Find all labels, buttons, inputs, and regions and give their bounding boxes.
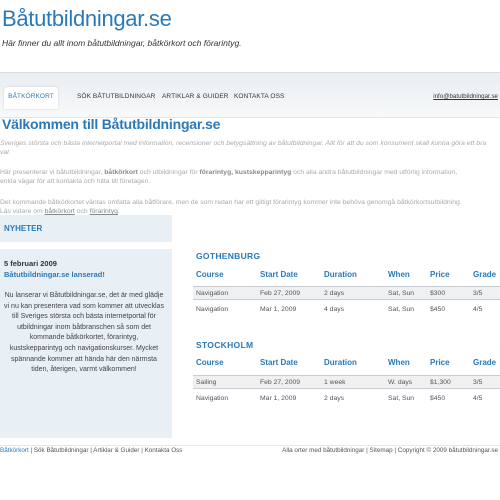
column-header-duration: Duration [324, 270, 357, 279]
cell-duration: 2 days [324, 395, 345, 402]
column-header-grade: Grade [473, 358, 497, 367]
cell-start-date: Feb 27, 2009 [260, 379, 301, 386]
news-panel [0, 215, 172, 438]
city-heading-gothenburg: GOTHENBURG [196, 251, 261, 261]
column-header-price: Price [430, 270, 450, 279]
cell-when: Sat, Sun [388, 395, 415, 402]
site-tagline: Här finner du allt inom båtutbildningar, båtkörkort och förarintyg. [2, 38, 242, 48]
copyright-text: Copyright © 2009 båtutbildningar.se [397, 447, 498, 454]
nav-item-kontakta-oss[interactable]: KONTAKTA OSS [234, 93, 285, 100]
column-header-start-date: Start Date [260, 358, 298, 367]
table-row[interactable] [193, 286, 500, 300]
paragraph-line: Det kommande båtkörkortet väntas omfatta alla båtförare, men de som redan har ett giltigt förarintyg kommer inte behöva genomgå båtkörkortsutbildning. [0, 199, 462, 206]
cell-grade: 3/5 [473, 290, 483, 297]
site-logo[interactable]: Båtutbildningar.se [2, 6, 172, 31]
cell-when: Sat, Sun [388, 290, 415, 297]
footer-separator: | [139, 447, 145, 454]
cell-when: Sat, Sun [388, 306, 415, 313]
cell-price: $450 [430, 395, 446, 402]
table-row[interactable] [193, 375, 500, 389]
cell-course: Navigation [196, 290, 229, 297]
column-header-course: Course [196, 358, 224, 367]
table-header-stockholm [196, 358, 500, 372]
paragraph-text: Läs vidare om [0, 208, 45, 215]
cell-course: Navigation [196, 306, 229, 313]
paragraph-text: och utbildningar för [137, 169, 200, 176]
paragraph-text: . [117, 208, 120, 215]
cell-grade: 4/5 [473, 395, 483, 402]
news-date: 5 februari 2009 [4, 259, 57, 268]
footer-link-alla-orter[interactable]: Alla orter med båtutbildningar [282, 447, 365, 454]
table-row[interactable] [193, 303, 500, 317]
column-header-course: Course [196, 270, 224, 279]
nav-item-sok-batutbildningar[interactable]: SÖK BÅTUTBILDNINGAR [77, 93, 156, 100]
link-forarintyg[interactable]: förarintyg [89, 208, 118, 215]
footer-link-sitemap[interactable]: Sitemap [369, 447, 393, 454]
intro-line-1: Sveriges största och bästa internetportal med information, recensioner och betygsättning av båtutbildningar. Allt för att du som konsument skall kunna göra ett bra [0, 140, 487, 147]
footer-link-artiklar[interactable]: Artiklar & Guider [93, 447, 140, 454]
news-divider [0, 242, 172, 249]
column-header-duration: Duration [324, 358, 357, 367]
intro-text [0, 139, 500, 157]
link-batkorkort[interactable]: båtkörkort [44, 208, 75, 215]
cell-grade: 3/5 [473, 379, 483, 386]
news-headline-link[interactable]: Båtutbildningar.se lanserad! [4, 270, 105, 279]
footer-link-batkorkort[interactable]: Båtkörkort [0, 447, 29, 454]
cell-duration: 2 days [324, 290, 345, 297]
footer-link-kontakta[interactable]: Kontakta Oss [144, 447, 183, 454]
footer-separator: | [392, 447, 398, 454]
page-title: Välkommen till Båtutbildningar.se [2, 116, 221, 132]
column-header-grade: Grade [473, 270, 497, 279]
cell-price: $450 [430, 306, 446, 313]
cell-grade: 4/5 [473, 306, 483, 313]
table-row[interactable] [193, 392, 500, 406]
column-header-price: Price [430, 358, 450, 367]
paragraph-presentation [0, 168, 500, 186]
contact-email-link[interactable]: info@batutbildningar.se [433, 93, 498, 100]
intro-line-2: val. [0, 149, 11, 156]
main-navigation [0, 72, 500, 118]
footer-separator: | [364, 447, 370, 454]
column-header-when: When [388, 358, 410, 367]
cell-course: Sailing [196, 379, 217, 386]
cell-price: $1,300 [430, 379, 451, 386]
paragraph-text: och [74, 208, 90, 215]
paragraph-line: enkla vägar för att kontakta och hitta till företagen. [0, 178, 151, 185]
cell-duration: 4 days [324, 306, 345, 313]
nav-item-batkorkort[interactable]: BÅTKÖRKORT [4, 87, 58, 109]
keyword-batkorkort: båtkörkort [104, 169, 138, 176]
footer [0, 445, 500, 500]
cell-when: W. days [388, 379, 413, 386]
paragraph-batkorkort [0, 198, 500, 216]
footer-link-sok[interactable]: Sök Båtutbildningar [33, 447, 89, 454]
cell-start-date: Mar 1, 2009 [260, 306, 297, 313]
keyword-forarintyg: förarintyg, kustskepparintyg [199, 169, 292, 176]
city-heading-stockholm: STOCKHOLM [196, 340, 254, 350]
news-body: Nu lanserar vi Båtutbildningar.se, det är med glädje vi nu kan presentera vad som kommer att utvecklas till Sveriges största och bästa internetportal för utbildningar inom båtbranschen så som det kommande båtkörkortet, förarintyg, kustskepparintyg och navigationskurser. Mycket spännande kommer att hända här den närmsta tiden, återigen, varmt välkommen! [4, 292, 164, 374]
cell-start-date: Feb 27, 2009 [260, 290, 301, 297]
cell-start-date: Mar 1, 2009 [260, 395, 297, 402]
footer-meta [282, 447, 498, 454]
paragraph-text: Här presenterar vi båtutbildningar, [0, 169, 105, 176]
news-title: NYHETER [4, 224, 43, 233]
paragraph-text: och alla andra båtutbildningar med utförlig information, [291, 169, 458, 176]
column-header-when: When [388, 270, 410, 279]
column-header-start-date: Start Date [260, 270, 298, 279]
footer-links [0, 447, 182, 454]
cell-duration: 1 week [324, 379, 346, 386]
cell-course: Navigation [196, 395, 229, 402]
nav-item-artiklar-guider[interactable]: ARTIKLAR & GUIDER [162, 93, 229, 100]
table-header-gothenburg [196, 270, 500, 284]
footer-separator: | [28, 447, 34, 454]
footer-separator: | [88, 447, 94, 454]
cell-price: $300 [430, 290, 446, 297]
